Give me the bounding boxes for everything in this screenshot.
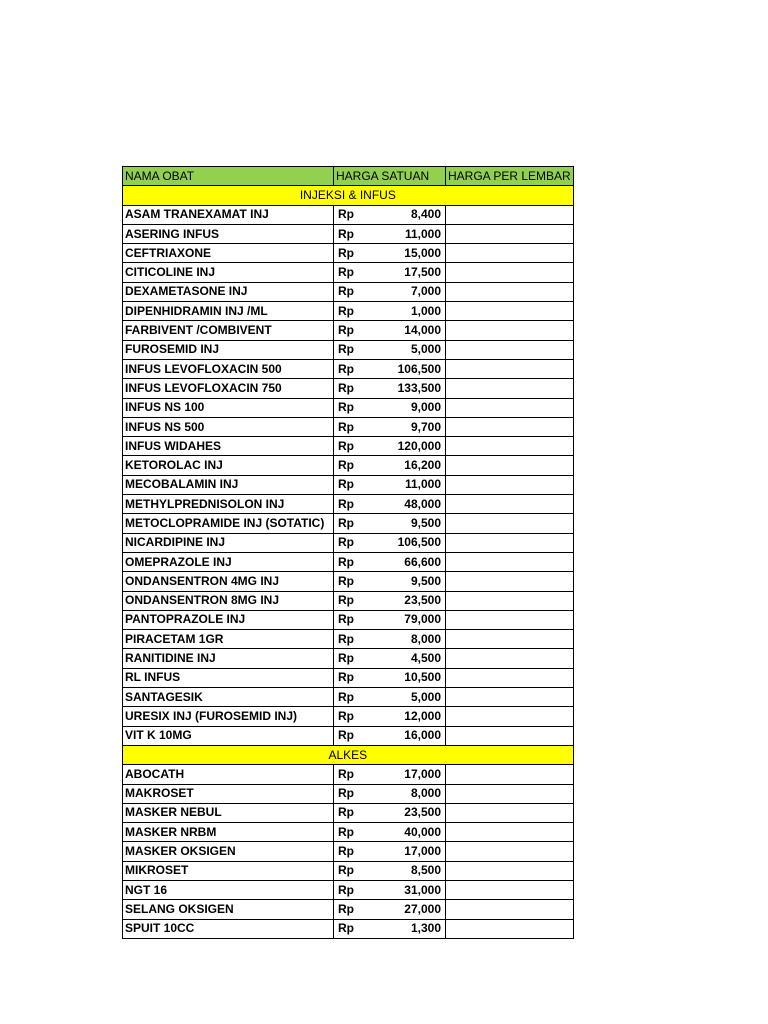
price-amount: 16,200 — [404, 458, 441, 473]
sheet-price-cell[interactable] — [446, 302, 574, 321]
price-amount: 8,500 — [410, 863, 441, 878]
currency-label: Rp — [338, 766, 354, 781]
price-amount: 7,000 — [410, 284, 441, 299]
price-amount: 120,000 — [397, 438, 441, 453]
price-amount: 31,000 — [404, 882, 441, 897]
table-row — [123, 359, 574, 378]
table-row — [123, 823, 574, 842]
drug-name: METOCLOPRAMIDE INJ (SOTATIC) — [123, 514, 334, 533]
section-title: INJEKSI & INFUS — [123, 186, 574, 205]
unit-price-cell — [334, 263, 446, 282]
currency-label: Rp — [338, 265, 354, 280]
currency-label: Rp — [338, 786, 354, 801]
sheet-price-cell[interactable] — [446, 726, 574, 745]
price-amount: 8,000 — [410, 631, 441, 646]
unit-price-cell — [334, 244, 446, 263]
price-amount: 17,000 — [404, 766, 441, 781]
drug-name: INFUS LEVOFLOXACIN 750 — [123, 379, 334, 398]
unit-price-cell — [334, 205, 446, 224]
unit-price-cell — [334, 610, 446, 629]
unit-price-cell — [334, 282, 446, 301]
table-row — [123, 244, 574, 263]
price-amount: 17,000 — [404, 844, 441, 859]
section-row — [123, 186, 574, 205]
currency-label: Rp — [338, 477, 354, 492]
drug-name: PIRACETAM 1GR — [123, 630, 334, 649]
drug-name: ASAM TRANEXAMAT INJ — [123, 205, 334, 224]
currency-label: Rp — [338, 901, 354, 916]
unit-price-cell — [334, 475, 446, 494]
price-table — [122, 166, 574, 939]
unit-price-cell — [334, 707, 446, 726]
table-row — [123, 630, 574, 649]
sheet-price-cell[interactable] — [446, 707, 574, 726]
currency-label: Rp — [338, 554, 354, 569]
currency-label: Rp — [338, 728, 354, 743]
table-row — [123, 456, 574, 475]
price-amount: 8,000 — [410, 786, 441, 801]
drug-name: CITICOLINE INJ — [123, 263, 334, 282]
drug-name: URESIX INJ (FUROSEMID INJ) — [123, 707, 334, 726]
unit-price-cell — [334, 842, 446, 861]
currency-label: Rp — [338, 303, 354, 318]
table-row — [123, 668, 574, 687]
sheet-price-cell[interactable] — [446, 900, 574, 919]
table-row — [123, 417, 574, 436]
price-amount: 48,000 — [404, 496, 441, 511]
header-name: NAMA OBAT — [123, 167, 334, 186]
price-amount: 9,500 — [410, 515, 441, 530]
unit-price-cell — [334, 668, 446, 687]
drug-name: DEXAMETASONE INJ — [123, 282, 334, 301]
table-row — [123, 398, 574, 417]
price-amount: 106,500 — [397, 361, 441, 376]
price-amount: 8,400 — [410, 207, 441, 222]
currency-label: Rp — [338, 342, 354, 357]
drug-name: RL INFUS — [123, 668, 334, 687]
drug-name: MIKROSET — [123, 861, 334, 880]
unit-price-cell — [334, 784, 446, 803]
price-amount: 14,000 — [404, 323, 441, 338]
price-amount: 10,500 — [404, 670, 441, 685]
drug-name: ONDANSENTRON 8MG INJ — [123, 591, 334, 610]
unit-price-cell — [334, 437, 446, 456]
drug-name: MASKER NRBM — [123, 823, 334, 842]
drug-name: MASKER OKSIGEN — [123, 842, 334, 861]
currency-label: Rp — [338, 226, 354, 241]
unit-price-cell — [334, 302, 446, 321]
sheet-price-cell[interactable] — [446, 668, 574, 687]
currency-label: Rp — [338, 863, 354, 878]
drug-name: INFUS NS 100 — [123, 398, 334, 417]
sheet-price-cell[interactable] — [446, 784, 574, 803]
sheet-price-cell[interactable] — [446, 263, 574, 282]
table-row — [123, 379, 574, 398]
unit-price-cell — [334, 379, 446, 398]
unit-price-cell — [334, 456, 446, 475]
sheet-price-cell[interactable] — [446, 340, 574, 359]
drug-name: VIT K 10MG — [123, 726, 334, 745]
drug-name: MASKER NEBUL — [123, 803, 334, 822]
currency-label: Rp — [338, 689, 354, 704]
table-row — [123, 707, 574, 726]
currency-label: Rp — [338, 458, 354, 473]
table-row — [123, 552, 574, 571]
price-amount: 133,500 — [397, 380, 441, 395]
currency-label: Rp — [338, 380, 354, 395]
currency-label: Rp — [338, 612, 354, 627]
currency-label: Rp — [338, 438, 354, 453]
drug-name: NGT 16 — [123, 880, 334, 899]
unit-price-cell — [334, 726, 446, 745]
sheet-price-cell[interactable] — [446, 861, 574, 880]
table-row — [123, 610, 574, 629]
unit-price-cell — [334, 919, 446, 938]
drug-name: FUROSEMID INJ — [123, 340, 334, 359]
unit-price-cell — [334, 823, 446, 842]
sheet-price-cell[interactable] — [446, 244, 574, 263]
table-body — [123, 186, 574, 939]
currency-label: Rp — [338, 573, 354, 588]
table-row — [123, 919, 574, 938]
table-row — [123, 263, 574, 282]
sheet-price-cell[interactable] — [446, 456, 574, 475]
drug-name: SPUIT 10CC — [123, 919, 334, 938]
sheet-price-cell[interactable] — [446, 321, 574, 340]
price-amount: 4,500 — [410, 651, 441, 666]
unit-price-cell — [334, 321, 446, 340]
drug-name: INFUS NS 500 — [123, 417, 334, 436]
unit-price-cell — [334, 688, 446, 707]
drug-name: INFUS LEVOFLOXACIN 500 — [123, 359, 334, 378]
sheet-price-cell[interactable] — [446, 688, 574, 707]
table-row — [123, 688, 574, 707]
currency-label: Rp — [338, 361, 354, 376]
price-amount: 16,000 — [404, 728, 441, 743]
currency-label: Rp — [338, 844, 354, 859]
price-amount: 1,000 — [410, 303, 441, 318]
header-row — [123, 167, 574, 186]
table-row — [123, 205, 574, 224]
sheet-price-cell[interactable] — [446, 475, 574, 494]
sheet-price-cell[interactable] — [446, 224, 574, 243]
currency-label: Rp — [338, 670, 354, 685]
currency-label: Rp — [338, 708, 354, 723]
unit-price-cell — [334, 630, 446, 649]
header-sheet-price: HARGA PER LEMBAR — [446, 167, 574, 186]
table-row — [123, 514, 574, 533]
sheet-price-cell[interactable] — [446, 359, 574, 378]
table-row — [123, 591, 574, 610]
table-row — [123, 282, 574, 301]
price-amount: 79,000 — [404, 612, 441, 627]
unit-price-cell — [334, 398, 446, 417]
table-row — [123, 784, 574, 803]
table-row — [123, 861, 574, 880]
table-row — [123, 572, 574, 591]
unit-price-cell — [334, 880, 446, 899]
price-amount: 11,000 — [404, 477, 441, 492]
unit-price-cell — [334, 591, 446, 610]
drug-name: SELANG OKSIGEN — [123, 900, 334, 919]
currency-label: Rp — [338, 400, 354, 415]
unit-price-cell — [334, 224, 446, 243]
sheet-price-cell[interactable] — [446, 533, 574, 552]
unit-price-cell — [334, 514, 446, 533]
section-title: ALKES — [123, 745, 574, 764]
sheet-price-cell[interactable] — [446, 630, 574, 649]
price-amount: 9,700 — [410, 419, 441, 434]
price-amount: 5,000 — [410, 342, 441, 357]
sheet-price-cell[interactable] — [446, 417, 574, 436]
price-amount: 12,000 — [404, 708, 441, 723]
sheet-price-cell[interactable] — [446, 610, 574, 629]
price-amount: 9,500 — [410, 573, 441, 588]
table-row — [123, 765, 574, 784]
table-row — [123, 302, 574, 321]
drug-name: PANTOPRAZOLE INJ — [123, 610, 334, 629]
table-row — [123, 495, 574, 514]
price-amount: 27,000 — [404, 901, 441, 916]
price-amount: 11,000 — [404, 226, 441, 241]
header-unit-price: HARGA SATUAN — [334, 167, 446, 186]
drug-name: RANITIDINE INJ — [123, 649, 334, 668]
sheet-price-cell[interactable] — [446, 823, 574, 842]
table-row — [123, 649, 574, 668]
drug-name: SANTAGESIK — [123, 688, 334, 707]
unit-price-cell — [334, 359, 446, 378]
drug-name: MAKROSET — [123, 784, 334, 803]
currency-label: Rp — [338, 419, 354, 434]
drug-name: MECOBALAMIN INJ — [123, 475, 334, 494]
unit-price-cell — [334, 495, 446, 514]
price-amount: 1,300 — [410, 921, 441, 936]
drug-name: FARBIVENT /COMBIVENT — [123, 321, 334, 340]
drug-name: CEFTRIAXONE — [123, 244, 334, 263]
currency-label: Rp — [338, 824, 354, 839]
sheet-price-cell[interactable] — [446, 514, 574, 533]
sheet-price-cell[interactable] — [446, 552, 574, 571]
unit-price-cell — [334, 803, 446, 822]
currency-label: Rp — [338, 882, 354, 897]
currency-label: Rp — [338, 921, 354, 936]
currency-label: Rp — [338, 515, 354, 530]
drug-name: ONDANSENTRON 4MG INJ — [123, 572, 334, 591]
price-amount: 15,000 — [404, 245, 441, 260]
sheet-price-cell[interactable] — [446, 880, 574, 899]
unit-price-cell — [334, 572, 446, 591]
currency-label: Rp — [338, 805, 354, 820]
sheet-price-cell[interactable] — [446, 649, 574, 668]
drug-name: NICARDIPINE INJ — [123, 533, 334, 552]
sheet-price-cell[interactable] — [446, 205, 574, 224]
unit-price-cell — [334, 417, 446, 436]
table-row — [123, 533, 574, 552]
sheet-price-cell[interactable] — [446, 495, 574, 514]
table-row — [123, 437, 574, 456]
drug-name: INFUS WIDAHES — [123, 437, 334, 456]
table-row — [123, 340, 574, 359]
section-row — [123, 745, 574, 764]
sheet-price-cell[interactable] — [446, 437, 574, 456]
sheet-price-cell[interactable] — [446, 919, 574, 938]
table-row — [123, 880, 574, 899]
sheet-price-cell[interactable] — [446, 282, 574, 301]
sheet-price-cell[interactable] — [446, 842, 574, 861]
table-row — [123, 321, 574, 340]
price-amount: 17,500 — [404, 265, 441, 280]
price-amount: 66,600 — [404, 554, 441, 569]
currency-label: Rp — [338, 245, 354, 260]
drug-name: ASERING INFUS — [123, 224, 334, 243]
price-amount: 40,000 — [404, 824, 441, 839]
price-amount: 9,000 — [410, 400, 441, 415]
table-row — [123, 900, 574, 919]
unit-price-cell — [334, 900, 446, 919]
price-amount: 5,000 — [410, 689, 441, 704]
sheet-price-cell[interactable] — [446, 803, 574, 822]
currency-label: Rp — [338, 284, 354, 299]
table-row — [123, 475, 574, 494]
table-row — [123, 726, 574, 745]
unit-price-cell — [334, 552, 446, 571]
currency-label: Rp — [338, 535, 354, 550]
price-amount: 23,500 — [404, 593, 441, 608]
table-row — [123, 803, 574, 822]
sheet-price-cell[interactable] — [446, 765, 574, 784]
currency-label: Rp — [338, 593, 354, 608]
table-row — [123, 224, 574, 243]
sheet-price-cell[interactable] — [446, 398, 574, 417]
drug-name: OMEPRAZOLE INJ — [123, 552, 334, 571]
drug-name: KETOROLAC INJ — [123, 456, 334, 475]
unit-price-cell — [334, 649, 446, 668]
currency-label: Rp — [338, 651, 354, 666]
drug-name: DIPENHIDRAMIN INJ /ML — [123, 302, 334, 321]
drug-name: ABOCATH — [123, 765, 334, 784]
currency-label: Rp — [338, 631, 354, 646]
currency-label: Rp — [338, 496, 354, 511]
unit-price-cell — [334, 340, 446, 359]
price-amount: 106,500 — [397, 535, 441, 550]
drug-name: METHYLPREDNISOLON INJ — [123, 495, 334, 514]
unit-price-cell — [334, 765, 446, 784]
sheet-price-cell[interactable] — [446, 591, 574, 610]
table-row — [123, 842, 574, 861]
unit-price-cell — [334, 861, 446, 880]
sheet-price-cell[interactable] — [446, 379, 574, 398]
price-amount: 23,500 — [404, 805, 441, 820]
currency-label: Rp — [338, 207, 354, 222]
sheet-price-cell[interactable] — [446, 572, 574, 591]
unit-price-cell — [334, 533, 446, 552]
currency-label: Rp — [338, 323, 354, 338]
